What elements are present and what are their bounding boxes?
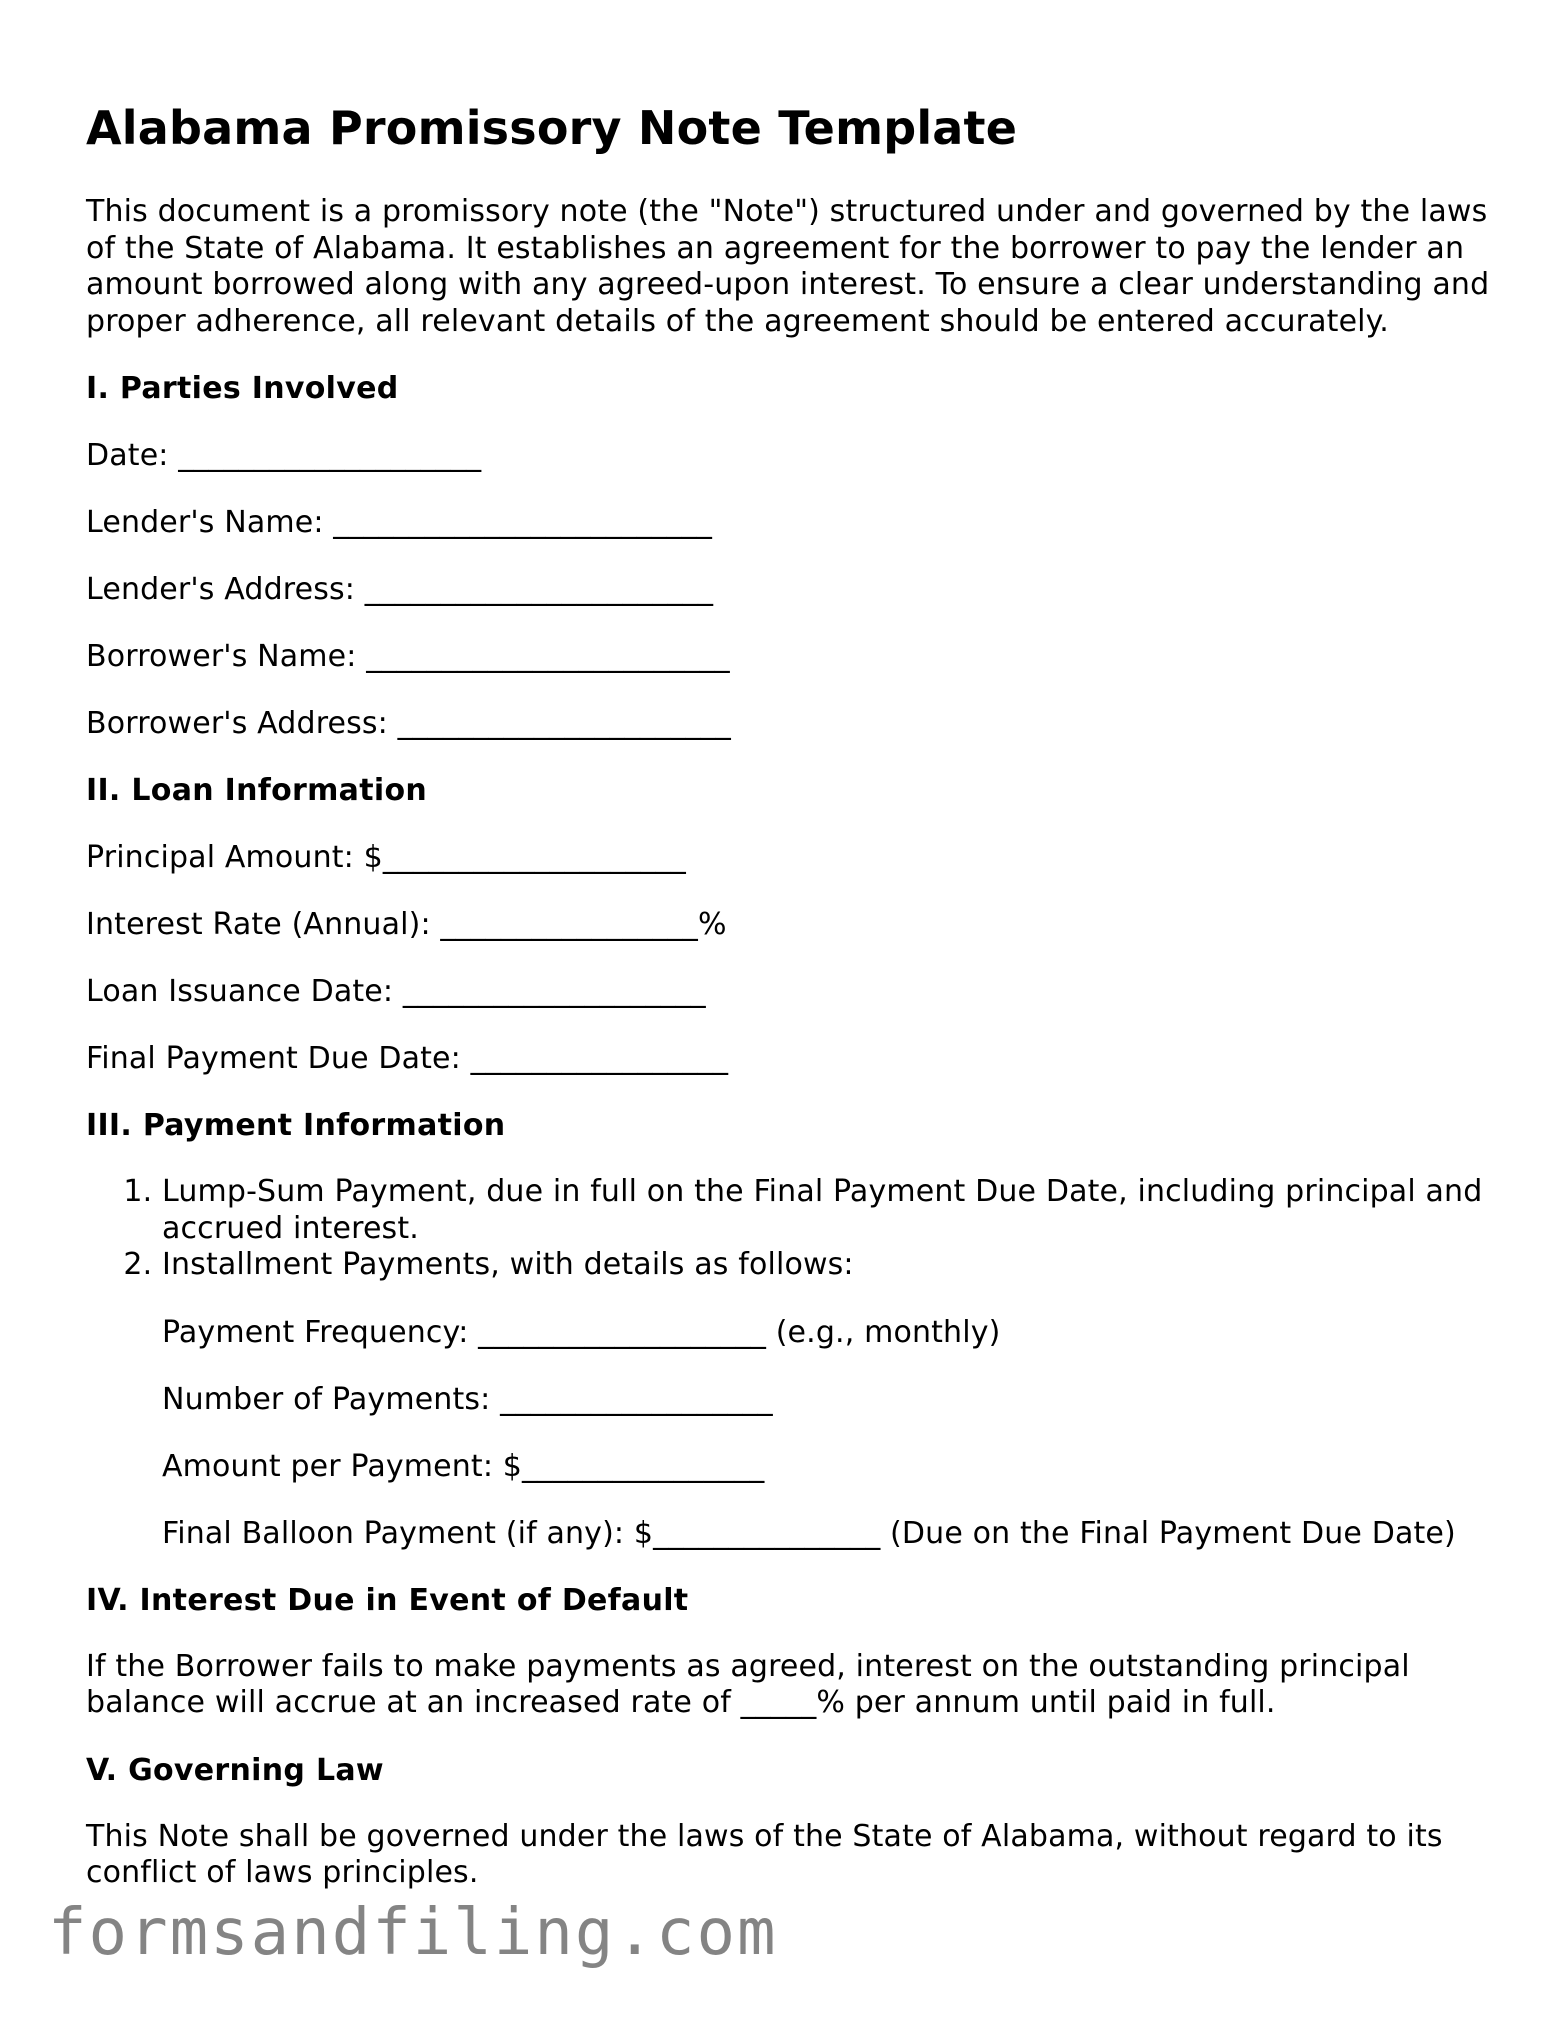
section-heading-governing-law: V. Governing Law: [86, 1752, 384, 1788]
date-field[interactable]: Date: ____________________: [86, 438, 482, 473]
watermark: formsandfiling.com: [48, 1896, 778, 1970]
lender-address-field[interactable]: Lender's Address: _______________________: [86, 572, 714, 607]
lender-name-field[interactable]: Lender's Name: _________________________: [86, 505, 713, 540]
final-balloon-payment-field[interactable]: Final Balloon Payment (if any): $_______________ (Due on the Final Payment Due Date): [162, 1515, 1456, 1551]
document-title: Alabama Promissory Note Template: [86, 101, 1018, 155]
installment-details: [86, 1314, 1506, 1552]
loan-issuance-date-field[interactable]: Loan Issuance Date: ____________________: [86, 974, 706, 1009]
borrower-address-field[interactable]: Borrower's Address: ______________________: [86, 706, 731, 741]
lump-sum-option: 1. Lump-Sum Payment, due in full on the Final Payment Due Date, including principal and accrued interest.: [162, 1174, 1506, 1247]
document-page: [86, 100, 1506, 1922]
principal-amount-field[interactable]: Principal Amount: $____________________: [86, 840, 686, 875]
governing-law-paragraph: This Note shall be governed under the laws of the State of Alabama, without regard to its conflict of laws principles.: [86, 1818, 1443, 1890]
section-heading-loan-information: II. Loan Information: [86, 773, 428, 808]
borrower-name-field[interactable]: Borrower's Name: ________________________: [86, 639, 730, 674]
payment-frequency-field[interactable]: Payment Frequency: ___________________ (e.g., monthly): [162, 1314, 1001, 1350]
section-heading-payment-information: III. Payment Information: [86, 1108, 506, 1143]
installment-option: 2. Installment Payments, with details as follows:: [162, 1247, 1506, 1284]
final-payment-due-date-field[interactable]: Final Payment Due Date: _________________: [86, 1041, 729, 1076]
number-of-payments-field[interactable]: Number of Payments: __________________: [162, 1381, 773, 1417]
interest-rate-field[interactable]: Interest Rate (Annual): _________________%: [86, 907, 727, 942]
section-heading-default-interest: IV. Interest Due in Event of Default: [86, 1582, 689, 1618]
intro-paragraph: This document is a promissory note (the "Note") structured under and governed by the laws of the State of Alabama. It establishes an agreement for the borrower to pay the lender an amount borrowed along with any agreed-upon interest. To ensure a clear understanding and proper adherence, all relevant details of the agreement should be entered accurately.: [86, 194, 1490, 339]
section-heading-parties: I. Parties Involved: [86, 371, 399, 406]
payment-options-list: [86, 1174, 1506, 1284]
amount-per-payment-field[interactable]: Amount per Payment: $________________: [162, 1448, 765, 1484]
default-interest-paragraph: If the Borrower fails to make payments as agreed, interest on the outstanding principal balance will accrue at an increased rate of _____% per annum until paid in full.: [86, 1648, 1410, 1720]
